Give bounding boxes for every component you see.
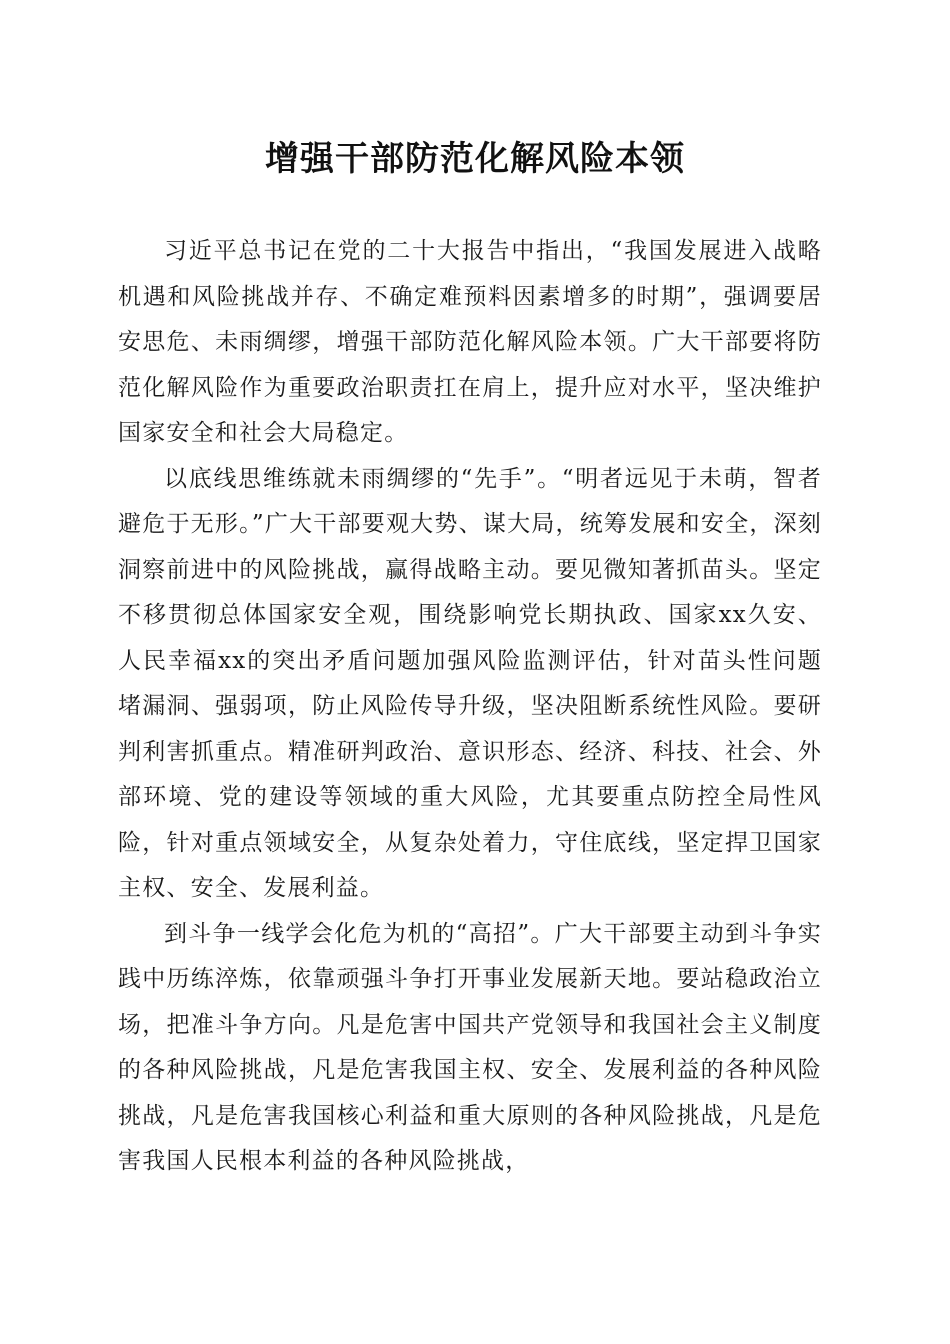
- document-body: [118, 229, 822, 1185]
- paragraph-struggle-frontline: 到斗争一线学会化危为机的“高招”。广大干部要主动到斗争实践中历练淬炼，依靠顽强斗争打开事业发展新天地。要站稳政治立场，把准斗争方向。凡是危害中国共产党领导和我国社会主义制度的各种风险挑战，凡是危害我国主权、安全、发展利益的各种风险挑战，凡是危害我国核心利益和重大原则的各种风险挑战，凡是危害我国人民根本利益的各种风险挑战，: [118, 920, 822, 1174]
- paragraph-bottom-line-thinking: 以底线思维练就未雨绸缪的“先手”。“明者远见于未萌，智者避危于无形。”广大干部要观大势、谋大局，统筹发展和安全，深刻洞察前进中的风险挑战，赢得战略主动。要见微知著抓苗头。坚定不移贯彻总体国家安全观，围绕影响党长期执政、国家xx久安、人民幸福xx的突出矛盾问题加强风险监测评估，针对苗头性问题堵漏洞、强弱项，防止风险传导升级，坚决阻断系统性风险。要研判利害抓重点。精准研判政治、意识形态、经济、科技、社会、外部环境、党的建设等领域的重大风险，尤其要重点防控全局性风险，针对重点领域安全，从复杂处着力，守住底线，坚定捍卫国家主权、安全、发展利益。: [118, 465, 822, 901]
- page-title: 增强干部防范化解风险本领: [265, 139, 685, 179]
- paragraph-intro: 习近平总书记在党的二十大报告中指出，“我国发展进入战略机遇和风险挑战并存、不确定难预料因素增多的时期”，强调要居安思危、未雨绸缪，增强干部防范化解风险本领。广大干部要将防范化解风险作为重要政治职责扛在肩上，提升应对水平，坚决维护国家安全和社会大局稳定。: [118, 238, 822, 446]
